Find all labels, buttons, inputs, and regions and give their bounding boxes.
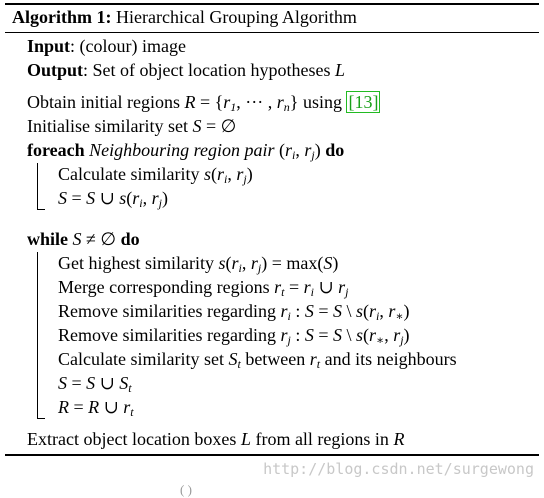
do-keyword: do	[325, 140, 345, 160]
get-highest-line	[58, 252, 338, 274]
get-highest-text: Get highest similarity	[58, 253, 219, 273]
remove-i-text: Remove similarities regarding	[58, 301, 281, 321]
cropped-text-fragment: ( )	[180, 482, 192, 497]
output-keyword: Output	[27, 60, 84, 80]
union-rt-formula: R = R ∪ $r_t$	[58, 397, 134, 419]
foreach-bracket-end	[37, 209, 45, 210]
st-var: $S_t$	[228, 349, 241, 371]
output-text: : Set of object location hypotheses	[83, 60, 335, 80]
union-similarity-line	[58, 187, 168, 209]
calc-set-text: Calculate similarity set	[58, 349, 229, 369]
union-similarity-formula: S = S ∪ $s(r_i$, $r_j$)	[58, 188, 168, 210]
extract-r-var: R	[393, 429, 405, 449]
foreach-line	[27, 139, 344, 161]
neighbours-text: and its neighbours	[320, 349, 457, 369]
remove-i-line	[58, 300, 410, 322]
input-keyword: Input	[27, 36, 71, 56]
using-text: using	[298, 92, 347, 112]
bottom-rule	[5, 454, 539, 456]
while-condition: S ≠ ∅	[72, 229, 117, 249]
while-do-keyword: do	[120, 229, 140, 249]
algorithm-name: Hierarchical Grouping Algorithm	[115, 7, 357, 27]
regions-formula: $R = \{r_1$, ··· , $r_n$}	[184, 92, 299, 114]
between-text: between	[240, 349, 310, 369]
union-st-line	[58, 372, 132, 394]
union-rt-line	[58, 396, 134, 418]
while-line	[27, 228, 140, 250]
input-text: : (colour) image	[70, 36, 186, 56]
watermark-text: http://blog.csdn.net/surgewong	[263, 460, 534, 478]
obtain-regions-text: Obtain initial regions	[27, 92, 185, 112]
obtain-regions-line	[27, 91, 380, 113]
algorithm-label: Algorithm 1:	[12, 7, 112, 27]
merge-line	[58, 276, 348, 298]
calc-similarity-text: Calculate similarity	[58, 164, 204, 184]
while-bracket	[37, 252, 38, 418]
max-similarity-formula: $s(r_i$, $r_j) = \max(S)$	[218, 253, 339, 275]
calc-set-line	[58, 348, 457, 370]
foreach-bracket	[37, 163, 38, 209]
while-keyword: while	[27, 229, 69, 249]
similarity-set-formula: S = ∅	[192, 116, 237, 136]
region-pair-formula: ($r_i$, $r_j$)	[279, 140, 321, 162]
algorithm-title	[12, 7, 357, 28]
remove-j-formula: $r_j$ : S = S \ $s(r_∗$, $r_j$)	[280, 325, 410, 347]
from-regions-text: from all regions in	[250, 429, 394, 449]
calc-similarity-line	[58, 163, 253, 185]
extract-line	[27, 428, 404, 450]
while-bracket-end	[37, 418, 45, 419]
output-line	[27, 59, 345, 81]
title-rule	[5, 32, 539, 33]
input-line	[27, 35, 186, 57]
rt-var: $r_t$	[309, 349, 321, 371]
citation-link[interactable]: [13]	[348, 92, 379, 112]
init-similarity-line	[27, 115, 236, 137]
merge-text: Merge corresponding regions	[58, 277, 275, 297]
remove-i-formula: $r_i$ : S = S \ $s(r_i$, $r_∗$)	[280, 301, 410, 323]
union-st-formula: S = S ∪ $S_t$	[58, 373, 132, 395]
extract-text: Extract object location boxes	[27, 429, 241, 449]
output-variable: L	[334, 60, 345, 80]
init-similarity-text: Initialise similarity set	[27, 116, 193, 136]
foreach-text: Neighbouring region pair	[89, 140, 279, 160]
merge-formula: $r_t = r_i$ ∪ $r_j$	[274, 277, 349, 299]
remove-j-text: Remove similarities regarding	[58, 325, 281, 345]
top-rule	[5, 3, 539, 5]
extract-l-var: L	[240, 429, 251, 449]
remove-j-line	[58, 324, 410, 346]
foreach-keyword: foreach	[27, 140, 85, 160]
similarity-formula: $s(r_i$, $r_j$)	[203, 164, 253, 186]
